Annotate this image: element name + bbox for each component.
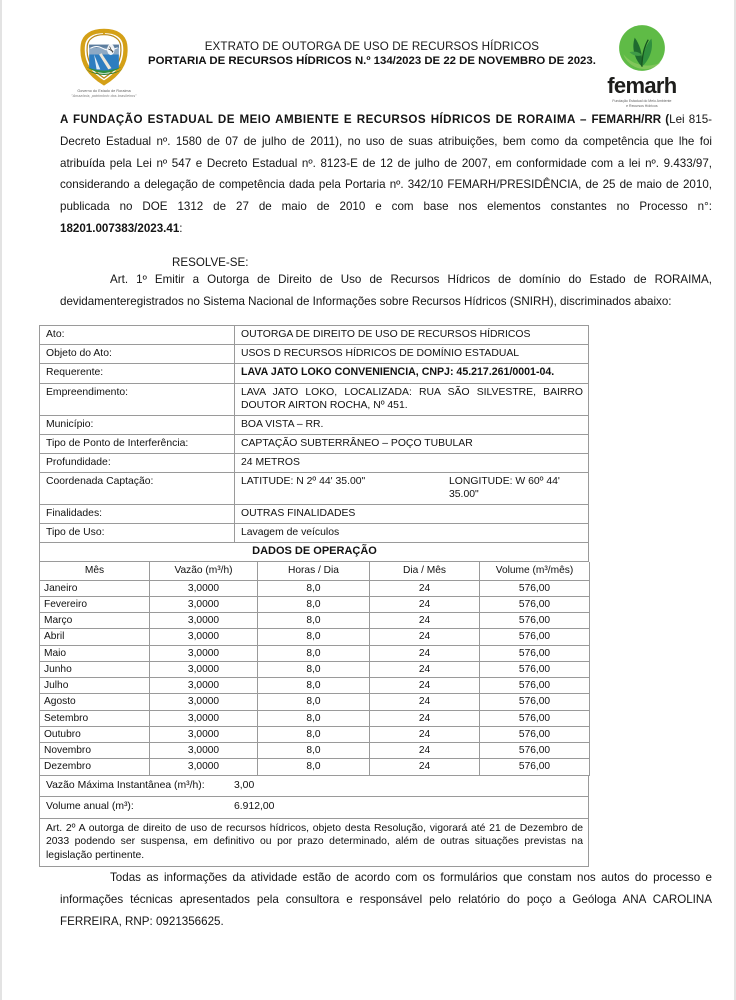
- femarh-wordmark: femarh: [607, 73, 677, 98]
- document-footer-text: [2, 867, 734, 932]
- crest-caption: [60, 89, 148, 100]
- col-header-vazao: Vazão (m³/h): [150, 562, 258, 580]
- femarh-tagline: [596, 99, 688, 109]
- row-value: LAVA JATO LOKO CONVENIENCIA, CNPJ: 45.217.261/0001-04.: [235, 364, 589, 383]
- month-name: Janeiro: [40, 580, 150, 596]
- month-value: 24: [370, 629, 480, 645]
- table-row: [40, 434, 589, 453]
- month-value: 24: [370, 694, 480, 710]
- month-name: Março: [40, 613, 150, 629]
- month-name: Novembro: [40, 743, 150, 759]
- longitude-value: LONGITUDE: W 60º 44' 35.00": [449, 475, 560, 500]
- table-row: [40, 726, 590, 742]
- table-row-vazao-maxima: [40, 776, 589, 797]
- month-value: 3,0000: [150, 613, 258, 629]
- table-row: [40, 661, 590, 677]
- row-label: Tipo de Ponto de Interferência:: [40, 434, 235, 453]
- month-value: 576,00: [480, 694, 590, 710]
- month-value: 24: [370, 726, 480, 742]
- volume-anual-value: 6.912,00: [234, 797, 589, 819]
- row-value: OUTORGA DE DIREITO DE USO DE RECURSOS HÍDRICOS: [235, 326, 589, 345]
- intro-lead: A FUNDAÇÃO ESTADUAL DE MEIO AMBIENTE E RECURSOS HÍDRICOS DE RORAIMA –: [60, 113, 592, 127]
- month-value: 8,0: [258, 710, 370, 726]
- month-name: Setembro: [40, 710, 150, 726]
- table-row: [40, 383, 589, 415]
- month-value: 576,00: [480, 710, 590, 726]
- row-label: Empreendimento:: [40, 383, 235, 415]
- summary-table: [39, 776, 589, 868]
- table-row: [40, 364, 589, 383]
- table-row: [40, 326, 589, 345]
- month-value: 8,0: [258, 661, 370, 677]
- volume-anual-label: Volume anual (m³):: [40, 797, 235, 819]
- table-row: [40, 645, 590, 661]
- table-row-article-2: [40, 818, 589, 867]
- month-value: 8,0: [258, 678, 370, 694]
- month-value: 24: [370, 645, 480, 661]
- table-row: [40, 694, 590, 710]
- vazao-maxima-label: Vazão Máxima Instantânea (m³/h):: [40, 776, 235, 797]
- month-value: 24: [370, 613, 480, 629]
- table-row: [40, 629, 590, 645]
- row-label: Objeto do Ato:: [40, 345, 235, 364]
- month-value: 8,0: [258, 743, 370, 759]
- article-2-text: Art. 2º A outorga de direito de uso de recursos hídricos, objeto desta Resolução, vigorará até 21 de Dezembro de 2033 podendo ser suspensa, em definitivo ou por prazo determinado, além de outras situações previstas na legislação pertinente.: [40, 818, 589, 867]
- summary-table-body: [40, 776, 589, 867]
- table-row: [40, 415, 589, 434]
- month-value: 3,0000: [150, 580, 258, 596]
- row-value: Lavagem de veículos: [235, 523, 589, 542]
- row-value: USOS D RECURSOS HÍDRICOS DE DOMÍNIO ESTADUAL: [235, 345, 589, 364]
- row-label: Finalidades:: [40, 504, 235, 523]
- section-title: DADOS DE OPERAÇÃO: [40, 542, 589, 562]
- table-row: [40, 580, 590, 596]
- coat-of-arms-icon: [73, 26, 135, 88]
- col-header-mes: Mês: [40, 562, 150, 580]
- month-name: Junho: [40, 661, 150, 677]
- row-label: Profundidade:: [40, 453, 235, 472]
- outorga-tables: [2, 325, 734, 867]
- month-value: 576,00: [480, 743, 590, 759]
- roraima-state-crest-logo: [60, 22, 148, 100]
- month-name: Dezembro: [40, 759, 150, 775]
- table-row-coordinates: [40, 472, 589, 504]
- row-value: 24 METROS: [235, 453, 589, 472]
- operation-table-body: [40, 580, 590, 775]
- intro-text: Lei 815-Decreto Estadual nº. 1580 de 07 de julho de 2011), no uso de suas atribuições, bem como da competência que lhe foi atribuída pela Lei nº 547 e Decreto Estadual nº. 8123-E de 12 de julho de 2007, em conformidade com a lei nº. 9.433/97, considerando a delegação de competência dada pela Portaria nº. 342/10 FEMARH/PRESIDÊNCIA, de 25 de maio de 2010, publicada no DOE 1312 de 27 de maio de 2010 e com base nos elementos constantes no Processo n°:: [60, 113, 713, 214]
- document-title-block: [148, 22, 596, 67]
- operation-table: [39, 562, 590, 775]
- table-row: [40, 613, 590, 629]
- crest-caption-line2: "Amazônia, patrimônio dos brasileiros": [71, 94, 137, 99]
- month-value: 24: [370, 759, 480, 775]
- month-value: 3,0000: [150, 645, 258, 661]
- row-label: Ato:: [40, 326, 235, 345]
- month-value: 8,0: [258, 759, 370, 775]
- row-value: CAPTAÇÃO SUBTERRÂNEO – POÇO TUBULAR: [235, 434, 589, 453]
- femarh-tagline-line1: Fundação Estadual do Meio Ambiente: [612, 99, 672, 103]
- table-row: [40, 345, 589, 364]
- month-value: 576,00: [480, 613, 590, 629]
- table-row: [40, 596, 590, 612]
- month-value: 24: [370, 596, 480, 612]
- month-value: 3,0000: [150, 596, 258, 612]
- month-value: 576,00: [480, 629, 590, 645]
- month-value: 576,00: [480, 596, 590, 612]
- row-value: BOA VISTA – RR.: [235, 415, 589, 434]
- processo-number: 18201.007383/2023.41: [60, 222, 180, 236]
- month-value: 576,00: [480, 661, 590, 677]
- month-value: 3,0000: [150, 678, 258, 694]
- month-value: 8,0: [258, 613, 370, 629]
- table-row: [40, 743, 590, 759]
- table-row: [40, 453, 589, 472]
- row-label: Coordenada Captação:: [40, 472, 235, 504]
- col-header-horas: Horas / Dia: [258, 562, 370, 580]
- row-label: Requerente:: [40, 364, 235, 383]
- month-value: 24: [370, 661, 480, 677]
- femarh-plant-icon: [616, 22, 668, 74]
- col-header-dias: Dia / Mês: [370, 562, 480, 580]
- month-value: 3,0000: [150, 710, 258, 726]
- article-1-paragraph: Art. 1º Emitir a Outorga de Direito de Uso de Recursos Hídricos de domínio do Estado de RORAIMA, devidamenteregistrados no Sistema Nacional de Informações sobre Recursos Hídricos (SNIRH), discriminados abaixo:: [60, 272, 712, 308]
- table-row: [40, 710, 590, 726]
- document-title: EXTRATO DE OUTORGA DE USO DE RECURSOS HÍDRICOS: [204, 40, 540, 53]
- month-value: 24: [370, 743, 480, 759]
- table-row: [40, 678, 590, 694]
- month-value: 24: [370, 580, 480, 596]
- col-header-volume: Volume (m³/mês): [480, 562, 590, 580]
- document-body: [2, 109, 734, 312]
- document-subtitle: PORTARIA DE RECURSOS HÍDRICOS N.º 134/2023 DE 22 DE NOVEMBRO DE 2023.: [148, 55, 596, 67]
- month-name: Fevereiro: [40, 596, 150, 612]
- month-value: 8,0: [258, 580, 370, 596]
- vazao-maxima-value: 3,00: [234, 776, 589, 797]
- month-value: 8,0: [258, 694, 370, 710]
- month-value: 24: [370, 678, 480, 694]
- info-table: [39, 325, 589, 562]
- info-table-body: [40, 326, 589, 562]
- intro-paragraph: [60, 109, 712, 240]
- closing-paragraph: Todas as informações da atividade estão de acordo com os formulários que constam nos autos do processo e informações técnicas apresentados pela consultora e responsável pelo relatório do poço a Geóloga ANA CAROLINA FERREIRA, RNP: 0921356625.: [60, 871, 712, 928]
- month-value: 8,0: [258, 596, 370, 612]
- table-header-row: [40, 562, 590, 580]
- month-value: 8,0: [258, 629, 370, 645]
- month-value: 8,0: [258, 645, 370, 661]
- latitude-value: LATITUDE: N 2º 44' 35.00": [241, 475, 366, 487]
- month-value: 24: [370, 710, 480, 726]
- table-row-volume-anual: [40, 797, 589, 819]
- month-name: Abril: [40, 629, 150, 645]
- row-value: LAVA JATO LOKO, LOCALIZADA: RUA SÃO SILVESTRE, BAIRRO DOUTOR AIRTON ROCHA, Nº 451.: [235, 383, 589, 415]
- operation-table-head: [40, 562, 590, 580]
- crest-caption-line1: Governo do Estado de Roraima: [77, 89, 131, 93]
- intro-text-tail: :: [179, 222, 183, 236]
- table-row: [40, 759, 590, 775]
- row-value: OUTRAS FINALIDADES: [235, 504, 589, 523]
- document-header: [2, 0, 734, 109]
- row-label: Tipo de Uso:: [40, 523, 235, 542]
- row-value: [235, 472, 589, 504]
- month-name: Julho: [40, 678, 150, 694]
- table-row: [40, 504, 589, 523]
- femarh-logo: [596, 22, 688, 109]
- month-value: 576,00: [480, 678, 590, 694]
- table-section-header: [40, 542, 589, 562]
- month-value: 3,0000: [150, 629, 258, 645]
- month-value: 3,0000: [150, 661, 258, 677]
- resolve-label: RESOLVE-SE:: [172, 255, 249, 269]
- row-label: Município:: [40, 415, 235, 434]
- femarh-tagline-line2: e Recursos Hídricos: [626, 104, 658, 109]
- month-name: Agosto: [40, 694, 150, 710]
- intro-lead2: FEMARH/RR (: [591, 113, 670, 127]
- month-name: Outubro: [40, 726, 150, 742]
- month-value: 3,0000: [150, 759, 258, 775]
- month-value: 3,0000: [150, 743, 258, 759]
- month-value: 576,00: [480, 580, 590, 596]
- table-row: [40, 523, 589, 542]
- month-name: Maio: [40, 645, 150, 661]
- month-value: 8,0: [258, 726, 370, 742]
- month-value: 576,00: [480, 759, 590, 775]
- month-value: 3,0000: [150, 694, 258, 710]
- month-value: 576,00: [480, 645, 590, 661]
- month-value: 576,00: [480, 726, 590, 742]
- month-value: 3,0000: [150, 726, 258, 742]
